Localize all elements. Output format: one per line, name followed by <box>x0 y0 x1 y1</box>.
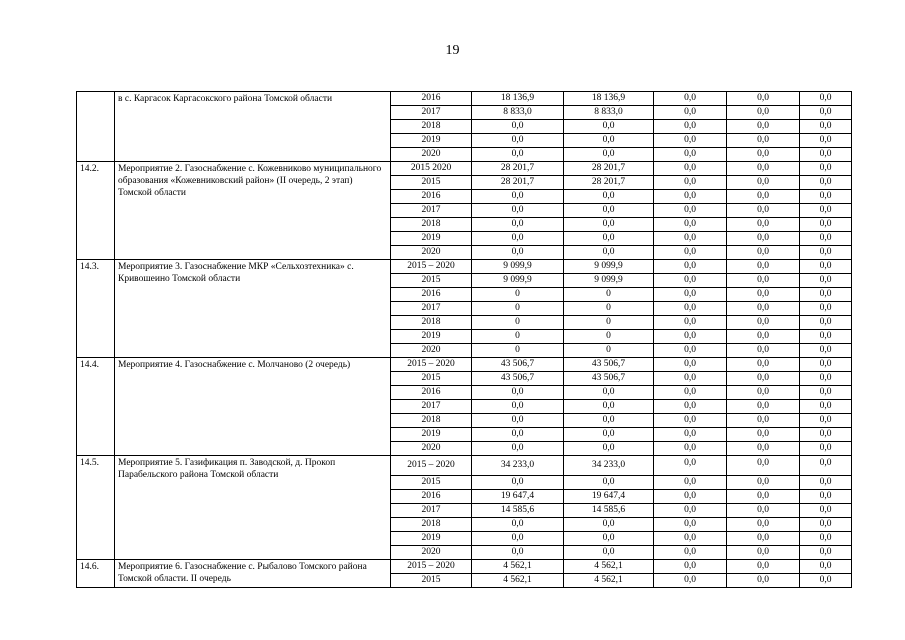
period-cell: 2015 <box>391 476 472 490</box>
total-cell: 0,0 <box>472 148 564 162</box>
value-cell-a: 0,0 <box>654 372 727 386</box>
value-cell-c: 0,0 <box>800 386 852 400</box>
source-cell: 28 201,7 <box>564 162 654 176</box>
value-cell-b: 0,0 <box>727 428 800 442</box>
total-cell: 0,0 <box>472 246 564 260</box>
source-cell: 8 833,0 <box>564 106 654 120</box>
value-cell-a: 0,0 <box>654 316 727 330</box>
source-cell: 0,0 <box>564 190 654 204</box>
period-cell: 2017 <box>391 106 472 120</box>
source-cell: 0,0 <box>564 134 654 148</box>
total-cell: 0,0 <box>472 518 564 532</box>
value-cell-c: 0,0 <box>800 190 852 204</box>
period-cell: 2015 <box>391 176 472 190</box>
value-cell-c: 0,0 <box>800 546 852 560</box>
total-cell: 34 233,0 <box>472 456 564 476</box>
total-cell: 0,0 <box>472 120 564 134</box>
source-cell: 0,0 <box>564 414 654 428</box>
value-cell-a: 0,0 <box>654 274 727 288</box>
period-cell: 2015 <box>391 574 472 588</box>
item-description: Мероприятие 6. Газоснабжение с. Рыбалово Томского района Томской области. II очередь <box>115 560 391 588</box>
value-cell-c: 0,0 <box>800 148 852 162</box>
value-cell-c: 0,0 <box>800 316 852 330</box>
total-cell: 0,0 <box>472 386 564 400</box>
value-cell-a: 0,0 <box>654 92 727 106</box>
source-cell: 0,0 <box>564 442 654 456</box>
source-cell: 0 <box>564 316 654 330</box>
value-cell-a: 0,0 <box>654 504 727 518</box>
value-cell-c: 0,0 <box>800 302 852 316</box>
value-cell-a: 0,0 <box>654 546 727 560</box>
total-cell: 0,0 <box>472 400 564 414</box>
value-cell-b: 0,0 <box>727 148 800 162</box>
period-cell: 2015 <box>391 274 472 288</box>
value-cell-c: 0,0 <box>800 490 852 504</box>
period-cell: 2018 <box>391 218 472 232</box>
source-cell: 0,0 <box>564 120 654 134</box>
period-cell: 2016 <box>391 288 472 302</box>
item-description: Мероприятие 3. Газоснабжение МКР «Сельхозтехника» с. Кривошеино Томской области <box>115 260 391 358</box>
value-cell-a: 0,0 <box>654 518 727 532</box>
value-cell-c: 0,0 <box>800 372 852 386</box>
item-number: 14.6. <box>77 560 115 588</box>
value-cell-c: 0,0 <box>800 218 852 232</box>
source-cell: 18 136,9 <box>564 92 654 106</box>
source-cell: 0 <box>564 344 654 358</box>
value-cell-a: 0,0 <box>654 330 727 344</box>
item-description: Мероприятие 5. Газификация п. Заводской, д. Прокоп Парабельского района Томской области <box>115 456 391 560</box>
period-cell: 2017 <box>391 400 472 414</box>
period-cell: 2019 <box>391 134 472 148</box>
value-cell-c: 0,0 <box>800 246 852 260</box>
total-cell: 0,0 <box>472 428 564 442</box>
source-cell: 4 562,1 <box>564 574 654 588</box>
period-cell: 2018 <box>391 414 472 428</box>
source-cell: 0,0 <box>564 232 654 246</box>
value-cell-c: 0,0 <box>800 414 852 428</box>
value-cell-a: 0,0 <box>654 490 727 504</box>
period-cell: 2018 <box>391 120 472 134</box>
value-cell-b: 0,0 <box>727 232 800 246</box>
source-cell: 0,0 <box>564 476 654 490</box>
value-cell-c: 0,0 <box>800 560 852 574</box>
total-cell: 0 <box>472 330 564 344</box>
item-number: 14.5. <box>77 456 115 560</box>
budget-table <box>76 91 852 588</box>
value-cell-a: 0,0 <box>654 414 727 428</box>
total-cell: 4 562,1 <box>472 560 564 574</box>
value-cell-b: 0,0 <box>727 316 800 330</box>
value-cell-b: 0,0 <box>727 190 800 204</box>
value-cell-c: 0,0 <box>800 344 852 358</box>
source-cell: 0 <box>564 302 654 316</box>
total-cell: 43 506,7 <box>472 372 564 386</box>
value-cell-a: 0,0 <box>654 442 727 456</box>
period-cell: 2017 <box>391 504 472 518</box>
value-cell-c: 0,0 <box>800 476 852 490</box>
value-cell-b: 0,0 <box>727 490 800 504</box>
value-cell-b: 0,0 <box>727 358 800 372</box>
value-cell-a: 0,0 <box>654 106 727 120</box>
item-description: Мероприятие 4. Газоснабжение с. Молчаново (2 очередь) <box>115 358 391 456</box>
item-number: 14.2. <box>77 162 115 260</box>
source-cell: 43 506,7 <box>564 358 654 372</box>
value-cell-c: 0,0 <box>800 162 852 176</box>
period-cell: 2015 <box>391 372 472 386</box>
value-cell-a: 0,0 <box>654 134 727 148</box>
total-cell: 0,0 <box>472 476 564 490</box>
item-description: в с. Каргасок Каргасокского района Томской области <box>115 92 391 162</box>
table-row <box>77 358 852 372</box>
value-cell-a: 0,0 <box>654 476 727 490</box>
value-cell-c: 0,0 <box>800 92 852 106</box>
value-cell-a: 0,0 <box>654 232 727 246</box>
period-cell: 2019 <box>391 428 472 442</box>
source-cell: 0 <box>564 330 654 344</box>
source-cell: 19 647,4 <box>564 490 654 504</box>
value-cell-a: 0,0 <box>654 400 727 414</box>
total-cell: 0,0 <box>472 134 564 148</box>
total-cell: 43 506,7 <box>472 358 564 372</box>
value-cell-c: 0,0 <box>800 532 852 546</box>
period-cell: 2015 – 2020 <box>391 260 472 274</box>
period-cell: 2016 <box>391 190 472 204</box>
total-cell: 0 <box>472 288 564 302</box>
value-cell-b: 0,0 <box>727 204 800 218</box>
value-cell-c: 0,0 <box>800 204 852 218</box>
period-cell: 2020 <box>391 148 472 162</box>
value-cell-b: 0,0 <box>727 442 800 456</box>
source-cell: 43 506,7 <box>564 372 654 386</box>
value-cell-a: 0,0 <box>654 344 727 358</box>
value-cell-b: 0,0 <box>727 274 800 288</box>
source-cell: 0,0 <box>564 518 654 532</box>
value-cell-a: 0,0 <box>654 260 727 274</box>
total-cell: 14 585,6 <box>472 504 564 518</box>
source-cell: 0,0 <box>564 546 654 560</box>
value-cell-b: 0,0 <box>727 106 800 120</box>
value-cell-c: 0,0 <box>800 504 852 518</box>
value-cell-b: 0,0 <box>727 532 800 546</box>
source-cell: 28 201,7 <box>564 176 654 190</box>
period-cell: 2020 <box>391 546 472 560</box>
value-cell-c: 0,0 <box>800 330 852 344</box>
source-cell: 0,0 <box>564 204 654 218</box>
value-cell-a: 0,0 <box>654 574 727 588</box>
value-cell-c: 0,0 <box>800 428 852 442</box>
value-cell-a: 0,0 <box>654 560 727 574</box>
total-cell: 0 <box>472 302 564 316</box>
period-cell: 2019 <box>391 330 472 344</box>
source-cell: 0,0 <box>564 428 654 442</box>
period-cell: 2017 <box>391 204 472 218</box>
source-cell: 0 <box>564 288 654 302</box>
value-cell-c: 0,0 <box>800 358 852 372</box>
source-cell: 0,0 <box>564 218 654 232</box>
value-cell-a: 0,0 <box>654 456 727 476</box>
value-cell-c: 0,0 <box>800 232 852 246</box>
value-cell-a: 0,0 <box>654 218 727 232</box>
total-cell: 0,0 <box>472 414 564 428</box>
value-cell-b: 0,0 <box>727 386 800 400</box>
table-row <box>77 162 852 176</box>
total-cell: 0,0 <box>472 204 564 218</box>
total-cell: 8 833,0 <box>472 106 564 120</box>
source-cell: 9 099,9 <box>564 274 654 288</box>
period-cell: 2016 <box>391 92 472 106</box>
total-cell: 9 099,9 <box>472 274 564 288</box>
total-cell: 0,0 <box>472 546 564 560</box>
total-cell: 0 <box>472 344 564 358</box>
value-cell-a: 0,0 <box>654 204 727 218</box>
period-cell: 2017 <box>391 302 472 316</box>
value-cell-b: 0,0 <box>727 134 800 148</box>
value-cell-c: 0,0 <box>800 456 852 476</box>
period-cell: 2018 <box>391 316 472 330</box>
value-cell-b: 0,0 <box>727 302 800 316</box>
total-cell: 4 562,1 <box>472 574 564 588</box>
total-cell: 0,0 <box>472 218 564 232</box>
total-cell: 0,0 <box>472 232 564 246</box>
value-cell-b: 0,0 <box>727 176 800 190</box>
table-row <box>77 456 852 476</box>
value-cell-b: 0,0 <box>727 456 800 476</box>
value-cell-b: 0,0 <box>727 246 800 260</box>
value-cell-b: 0,0 <box>727 162 800 176</box>
source-cell: 4 562,1 <box>564 560 654 574</box>
source-cell: 14 585,6 <box>564 504 654 518</box>
source-cell: 0,0 <box>564 148 654 162</box>
item-number: 14.4. <box>77 358 115 456</box>
value-cell-c: 0,0 <box>800 288 852 302</box>
source-cell: 0,0 <box>564 400 654 414</box>
period-cell: 2019 <box>391 532 472 546</box>
source-cell: 9 099,9 <box>564 260 654 274</box>
total-cell: 28 201,7 <box>472 162 564 176</box>
source-cell: 34 233,0 <box>564 456 654 476</box>
value-cell-b: 0,0 <box>727 218 800 232</box>
value-cell-a: 0,0 <box>654 302 727 316</box>
total-cell: 0 <box>472 316 564 330</box>
source-cell: 0,0 <box>564 532 654 546</box>
value-cell-c: 0,0 <box>800 120 852 134</box>
period-cell: 2018 <box>391 518 472 532</box>
value-cell-c: 0,0 <box>800 134 852 148</box>
value-cell-a: 0,0 <box>654 288 727 302</box>
total-cell: 0,0 <box>472 190 564 204</box>
value-cell-b: 0,0 <box>727 560 800 574</box>
table-row <box>77 560 852 574</box>
total-cell: 19 647,4 <box>472 490 564 504</box>
period-cell: 2019 <box>391 232 472 246</box>
table-row <box>77 260 852 274</box>
period-cell: 2020 <box>391 442 472 456</box>
value-cell-c: 0,0 <box>800 274 852 288</box>
value-cell-c: 0,0 <box>800 400 852 414</box>
value-cell-c: 0,0 <box>800 260 852 274</box>
total-cell: 28 201,7 <box>472 176 564 190</box>
period-cell: 2015 – 2020 <box>391 358 472 372</box>
value-cell-b: 0,0 <box>727 400 800 414</box>
value-cell-b: 0,0 <box>727 546 800 560</box>
value-cell-a: 0,0 <box>654 532 727 546</box>
value-cell-b: 0,0 <box>727 288 800 302</box>
value-cell-b: 0,0 <box>727 120 800 134</box>
value-cell-b: 0,0 <box>727 504 800 518</box>
period-cell: 2016 <box>391 490 472 504</box>
value-cell-a: 0,0 <box>654 246 727 260</box>
value-cell-c: 0,0 <box>800 574 852 588</box>
page-number: 19 <box>445 43 460 58</box>
value-cell-b: 0,0 <box>727 344 800 358</box>
value-cell-c: 0,0 <box>800 106 852 120</box>
value-cell-b: 0,0 <box>727 476 800 490</box>
value-cell-a: 0,0 <box>654 120 727 134</box>
source-cell: 0,0 <box>564 386 654 400</box>
total-cell: 0,0 <box>472 532 564 546</box>
value-cell-c: 0,0 <box>800 176 852 190</box>
value-cell-b: 0,0 <box>727 414 800 428</box>
table-row <box>77 92 852 106</box>
table-body <box>77 92 852 588</box>
source-cell: 0,0 <box>564 246 654 260</box>
period-cell: 2016 <box>391 386 472 400</box>
total-cell: 18 136,9 <box>472 92 564 106</box>
value-cell-b: 0,0 <box>727 260 800 274</box>
item-description: Мероприятие 2. Газоснабжение с. Кожевниково муниципального образования «Кожевниковский район» (II очередь, 2 этап) Томской области <box>115 162 391 260</box>
period-cell: 2020 <box>391 246 472 260</box>
value-cell-a: 0,0 <box>654 190 727 204</box>
value-cell-a: 0,0 <box>654 176 727 190</box>
value-cell-b: 0,0 <box>727 330 800 344</box>
value-cell-a: 0,0 <box>654 162 727 176</box>
item-number <box>77 92 115 162</box>
value-cell-a: 0,0 <box>654 358 727 372</box>
item-number: 14.3. <box>77 260 115 358</box>
value-cell-b: 0,0 <box>727 518 800 532</box>
period-cell: 2020 <box>391 344 472 358</box>
value-cell-a: 0,0 <box>654 148 727 162</box>
value-cell-a: 0,0 <box>654 428 727 442</box>
total-cell: 0,0 <box>472 442 564 456</box>
value-cell-c: 0,0 <box>800 442 852 456</box>
total-cell: 9 099,9 <box>472 260 564 274</box>
value-cell-c: 0,0 <box>800 518 852 532</box>
value-cell-b: 0,0 <box>727 92 800 106</box>
period-cell: 2015 2020 <box>391 162 472 176</box>
period-cell: 2015 – 2020 <box>391 456 472 476</box>
value-cell-a: 0,0 <box>654 386 727 400</box>
period-cell: 2015 – 2020 <box>391 560 472 574</box>
value-cell-b: 0,0 <box>727 574 800 588</box>
value-cell-b: 0,0 <box>727 372 800 386</box>
